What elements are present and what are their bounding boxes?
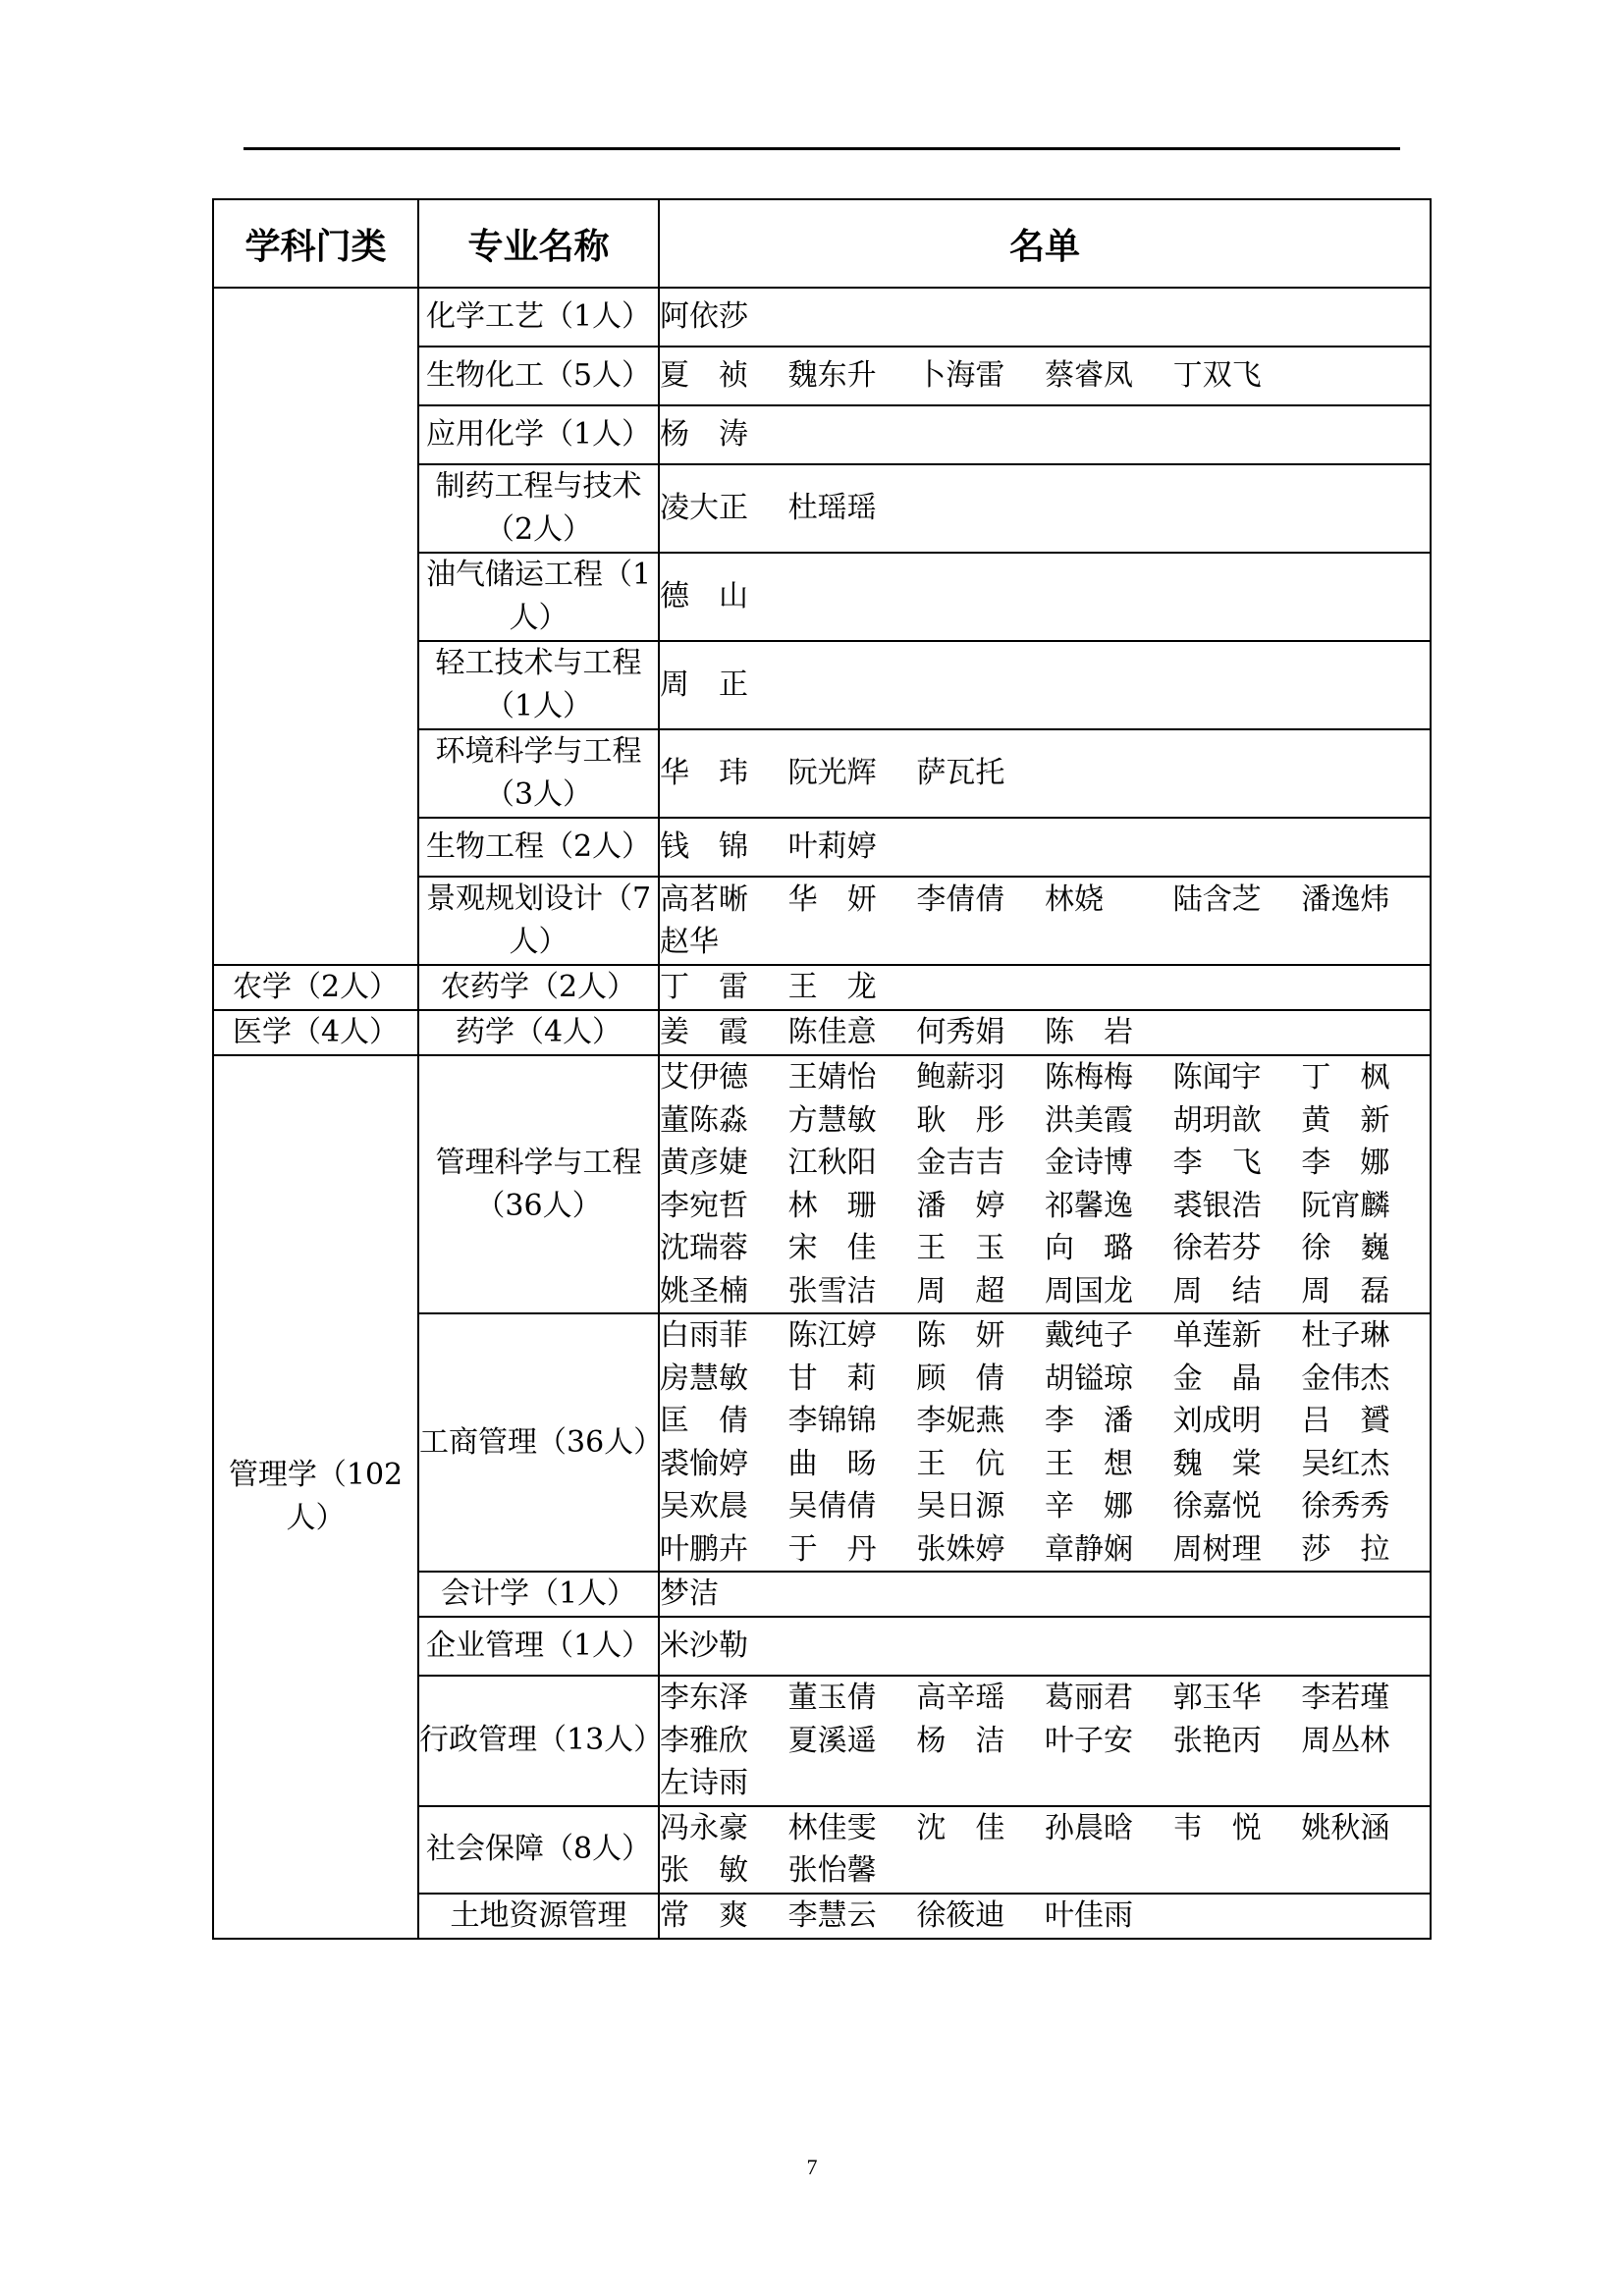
student-name: 周丛林 xyxy=(1301,1723,1390,1758)
names-cell xyxy=(659,965,1431,1010)
major-cell: 土地资源管理 xyxy=(418,1894,659,1939)
student-name: 夏 祯 xyxy=(660,358,748,394)
student-name: 吴欢晨 xyxy=(660,1489,748,1523)
major-cell: 社会保障（8人） xyxy=(418,1806,659,1894)
student-name: 匡 倩 xyxy=(660,1404,748,1438)
name-list xyxy=(660,1895,1430,1938)
name-list xyxy=(660,752,1430,795)
student-name: 金吉吉 xyxy=(916,1146,1005,1180)
table-row xyxy=(213,1055,1431,1313)
names-cell xyxy=(659,1806,1431,1894)
student-name: 周 正 xyxy=(660,667,748,703)
major-cell: 企业管理（1人） xyxy=(418,1617,659,1676)
student-name: 杨 洁 xyxy=(916,1723,1005,1758)
student-name: 李雅欣 xyxy=(660,1723,748,1758)
name-list xyxy=(660,1573,1430,1616)
name-list xyxy=(660,295,1430,339)
names-cell xyxy=(659,1894,1431,1939)
category-cell xyxy=(213,288,418,965)
student-name: 章静娴 xyxy=(1045,1531,1133,1567)
names-cell xyxy=(659,818,1431,877)
student-name: 钱 锦 xyxy=(660,829,748,865)
category-cell: 管理学（102人） xyxy=(213,1055,418,1939)
header-rule xyxy=(244,147,1400,150)
student-name: 黄 新 xyxy=(1301,1102,1390,1138)
student-name: 杜瑶瑶 xyxy=(787,491,877,526)
student-name: 李宛哲 xyxy=(660,1188,748,1223)
major-cell: 农药学（2人） xyxy=(418,965,659,1010)
student-name: 常 爽 xyxy=(660,1897,748,1933)
student-name: 德 山 xyxy=(660,579,748,614)
names-cell xyxy=(659,347,1431,405)
name-list xyxy=(660,1314,1430,1571)
names-cell xyxy=(659,1676,1431,1806)
student-name: 董陈淼 xyxy=(660,1102,748,1138)
student-name: 吴日源 xyxy=(916,1489,1005,1523)
major-cell: 药学（4人） xyxy=(418,1010,659,1055)
name-list xyxy=(660,413,1430,456)
student-name: 祁馨逸 xyxy=(1045,1188,1133,1223)
major-cell: 生物化工（5人） xyxy=(418,347,659,405)
student-name: 白雨菲 xyxy=(660,1318,748,1353)
student-name: 李妮燕 xyxy=(916,1404,1005,1438)
student-name: 阮宵麟 xyxy=(1301,1188,1390,1223)
name-list xyxy=(660,966,1430,1009)
student-name: 周 结 xyxy=(1172,1273,1262,1308)
student-name: 王 伉 xyxy=(916,1446,1005,1481)
student-name: 甘 莉 xyxy=(787,1361,877,1396)
student-name: 张怡馨 xyxy=(787,1853,877,1888)
student-name: 萨瓦托 xyxy=(916,756,1005,791)
student-name: 张 敏 xyxy=(660,1853,748,1888)
major-cell: 生物工程（2人） xyxy=(418,818,659,877)
major-cell: 应用化学（1人） xyxy=(418,405,659,464)
category-cell: 农学（2人） xyxy=(213,965,418,1010)
student-name: 陈江婷 xyxy=(787,1318,877,1353)
name-list xyxy=(660,1056,1430,1312)
student-name: 叶鹏卉 xyxy=(660,1531,748,1567)
major-cell: 轻工技术与工程（1人） xyxy=(418,641,659,729)
student-name: 沈瑞蓉 xyxy=(660,1231,748,1265)
student-name: 姜 霞 xyxy=(660,1015,748,1050)
page-number: 7 xyxy=(806,2155,818,2179)
student-name: 华 玮 xyxy=(660,756,748,791)
student-name: 王 龙 xyxy=(787,970,877,1005)
student-name: 房慧敏 xyxy=(660,1361,748,1396)
name-list xyxy=(660,826,1430,869)
student-name: 吴倩倩 xyxy=(787,1489,877,1523)
student-name: 高茗晰 xyxy=(660,881,748,917)
student-name: 林佳雯 xyxy=(787,1810,877,1845)
major-cell: 行政管理（13人） xyxy=(418,1676,659,1806)
names-cell xyxy=(659,1313,1431,1572)
student-name: 耿 彤 xyxy=(916,1102,1005,1138)
student-name: 张艳丙 xyxy=(1172,1723,1262,1758)
student-name: 潘逸炜 xyxy=(1301,881,1390,917)
student-name: 卜海雷 xyxy=(916,358,1005,394)
student-name: 顾 倩 xyxy=(916,1361,1005,1396)
student-name: 孙晨晗 xyxy=(1045,1810,1133,1845)
student-name: 徐秀秀 xyxy=(1301,1489,1390,1523)
student-name: 左诗雨 xyxy=(660,1766,748,1800)
name-list xyxy=(660,1807,1430,1893)
student-name: 叶莉婷 xyxy=(787,829,877,865)
student-name: 裘银浩 xyxy=(1172,1188,1262,1223)
student-name: 王婧怡 xyxy=(787,1060,877,1095)
student-name: 沈 佳 xyxy=(916,1810,1005,1845)
student-name: 夏溪遥 xyxy=(787,1723,877,1758)
names-cell xyxy=(659,877,1431,965)
student-name: 戴纯子 xyxy=(1045,1318,1133,1353)
student-name: 林娆 xyxy=(1045,881,1104,917)
student-name: 陈梅梅 xyxy=(1045,1060,1133,1095)
student-name: 洪美霞 xyxy=(1045,1102,1133,1138)
column-header-names: 名单 xyxy=(659,199,1431,288)
column-header-major: 专业名称 xyxy=(418,199,659,288)
student-name: 丁双飞 xyxy=(1172,358,1262,394)
column-header-category: 学科门类 xyxy=(213,199,418,288)
student-name: 李慧云 xyxy=(787,1897,877,1933)
student-name: 陈 妍 xyxy=(916,1318,1005,1353)
student-name: 莎 拉 xyxy=(1301,1531,1390,1567)
student-name: 徐若芬 xyxy=(1172,1231,1262,1265)
major-cell: 会计学（1人） xyxy=(418,1572,659,1617)
student-name: 周树理 xyxy=(1172,1531,1262,1567)
student-name: 李锦锦 xyxy=(787,1404,877,1438)
roster-table xyxy=(212,198,1432,1940)
student-name: 米沙勒 xyxy=(660,1629,748,1664)
name-list xyxy=(660,664,1430,707)
student-name: 杜子琳 xyxy=(1301,1318,1390,1353)
student-name: 潘 婷 xyxy=(916,1188,1005,1223)
names-cell xyxy=(659,288,1431,347)
student-name: 周 超 xyxy=(916,1273,1005,1308)
student-name: 金诗博 xyxy=(1045,1146,1133,1180)
major-cell: 油气储运工程（1人） xyxy=(418,553,659,641)
student-name: 张雪洁 xyxy=(787,1273,877,1308)
student-name: 陈佳意 xyxy=(787,1015,877,1050)
student-name: 曲 旸 xyxy=(787,1446,877,1481)
student-name: 郭玉华 xyxy=(1172,1681,1262,1715)
name-list xyxy=(660,575,1430,618)
student-name: 金伟杰 xyxy=(1301,1361,1390,1396)
names-cell xyxy=(659,1010,1431,1055)
student-name: 丁 雷 xyxy=(660,970,748,1005)
student-name: 杨 涛 xyxy=(660,417,748,453)
student-name: 赵华 xyxy=(660,925,719,959)
student-name: 陈闻宇 xyxy=(1172,1060,1262,1095)
names-cell xyxy=(659,1055,1431,1313)
student-name: 魏东升 xyxy=(787,358,877,394)
names-cell xyxy=(659,1572,1431,1617)
student-name: 蔡睿凤 xyxy=(1045,358,1133,394)
student-name: 陆含芝 xyxy=(1172,881,1262,917)
major-cell: 工商管理（36人） xyxy=(418,1313,659,1572)
table-body xyxy=(213,288,1431,1939)
student-name: 方慧敏 xyxy=(787,1102,877,1138)
student-name: 姚圣楠 xyxy=(660,1273,748,1308)
student-name: 陈 岩 xyxy=(1045,1015,1133,1050)
student-name: 鲍薪羽 xyxy=(916,1060,1005,1095)
student-name: 冯永豪 xyxy=(660,1810,748,1845)
name-list xyxy=(660,487,1430,530)
name-list xyxy=(660,1677,1430,1805)
student-name: 李东泽 xyxy=(660,1681,748,1715)
student-name: 何秀娟 xyxy=(916,1015,1005,1050)
student-name: 李 潘 xyxy=(1045,1404,1133,1438)
student-name: 李 娜 xyxy=(1301,1146,1390,1180)
student-name: 李若瑾 xyxy=(1301,1681,1390,1715)
names-cell xyxy=(659,464,1431,553)
student-name: 江秋阳 xyxy=(787,1146,877,1180)
student-name: 辛 娜 xyxy=(1045,1489,1133,1523)
student-name: 葛丽君 xyxy=(1045,1681,1133,1715)
table-row xyxy=(213,965,1431,1010)
names-cell xyxy=(659,1617,1431,1676)
student-name: 凌大正 xyxy=(660,491,748,526)
major-cell: 化学工艺（1人） xyxy=(418,288,659,347)
student-name: 林 珊 xyxy=(787,1188,877,1223)
student-name: 梦洁 xyxy=(660,1576,719,1612)
student-name: 叶子安 xyxy=(1045,1723,1133,1758)
student-name: 韦 悦 xyxy=(1172,1810,1262,1845)
student-name: 董玉倩 xyxy=(787,1681,877,1715)
student-name: 于 丹 xyxy=(787,1531,877,1567)
names-cell xyxy=(659,641,1431,729)
name-list xyxy=(660,354,1430,398)
student-name: 王 想 xyxy=(1045,1446,1133,1481)
table-row xyxy=(213,1010,1431,1055)
student-name: 阿依莎 xyxy=(660,299,748,335)
student-name: 阮光辉 xyxy=(787,756,877,791)
student-name: 向 璐 xyxy=(1045,1231,1133,1265)
student-name: 华 妍 xyxy=(787,881,877,917)
name-list xyxy=(660,1625,1430,1668)
names-cell xyxy=(659,405,1431,464)
student-name: 吕 贇 xyxy=(1301,1404,1390,1438)
student-name: 周国龙 xyxy=(1045,1273,1133,1308)
major-cell: 制药工程与技术（2人） xyxy=(418,464,659,553)
student-name: 王 玉 xyxy=(916,1231,1005,1265)
student-name: 周 磊 xyxy=(1301,1273,1390,1308)
names-cell xyxy=(659,553,1431,641)
student-name: 胡镒琼 xyxy=(1045,1361,1133,1396)
table-row xyxy=(213,288,1431,347)
student-name: 徐 巍 xyxy=(1301,1231,1390,1265)
name-list xyxy=(660,879,1430,964)
student-name: 艾伊德 xyxy=(660,1060,748,1095)
student-name: 刘成明 xyxy=(1172,1404,1262,1438)
student-name: 单莲新 xyxy=(1172,1318,1262,1353)
student-name: 李倩倩 xyxy=(916,881,1005,917)
major-cell: 景观规划设计（7人） xyxy=(418,877,659,965)
student-name: 吴红杰 xyxy=(1301,1446,1390,1481)
student-name: 高辛瑶 xyxy=(916,1681,1005,1715)
student-name: 姚秋涵 xyxy=(1301,1810,1390,1845)
student-name: 徐筱迪 xyxy=(916,1897,1005,1933)
names-cell xyxy=(659,729,1431,818)
major-cell: 管理科学与工程（36人） xyxy=(418,1055,659,1313)
student-name: 魏 棠 xyxy=(1172,1446,1262,1481)
table-header-row xyxy=(213,199,1431,288)
category-cell: 医学（4人） xyxy=(213,1010,418,1055)
student-name: 金 晶 xyxy=(1172,1361,1262,1396)
student-name: 李 飞 xyxy=(1172,1146,1262,1180)
student-name: 黄彦婕 xyxy=(660,1146,748,1180)
name-list xyxy=(660,1011,1430,1054)
student-name: 胡玥歆 xyxy=(1172,1102,1262,1138)
major-cell: 环境科学与工程（3人） xyxy=(418,729,659,818)
student-name: 丁 枫 xyxy=(1301,1060,1390,1095)
student-name: 裘愉婷 xyxy=(660,1446,748,1481)
student-name: 张姝婷 xyxy=(916,1531,1005,1567)
student-name: 叶佳雨 xyxy=(1045,1897,1133,1933)
student-name: 徐嘉悦 xyxy=(1172,1489,1262,1523)
student-name: 宋 佳 xyxy=(787,1231,877,1265)
